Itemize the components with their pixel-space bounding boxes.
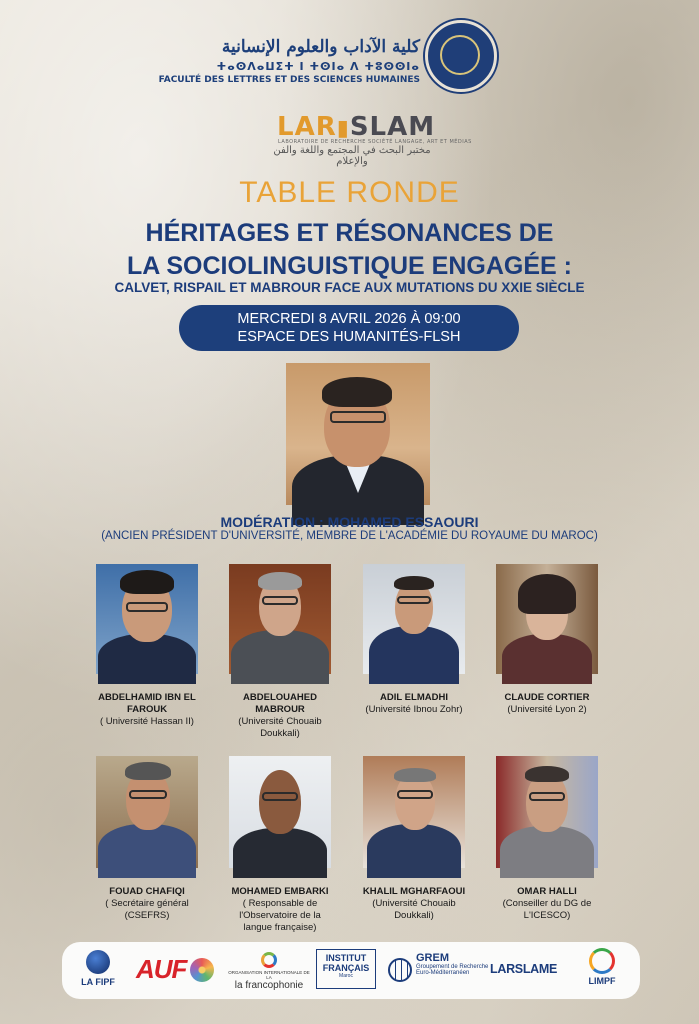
speaker-card — [482, 692, 612, 716]
university-seal-icon — [425, 20, 497, 92]
speaker-name: FOUAD CHAFIQI — [109, 886, 185, 897]
speaker-card — [82, 692, 212, 728]
faculty-name-arabic: كلية الآداب والعلوم الإنسانية — [221, 37, 420, 57]
speaker-photo — [229, 564, 331, 674]
speaker-affiliation: (Université Ibnou Zohr) — [365, 704, 463, 715]
speaker-name: OMAR HALLI — [517, 886, 577, 897]
speaker-name: KHALIL MGHARFAOUI — [362, 886, 466, 897]
event-type: TABLE RONDE — [239, 176, 460, 209]
moderator-name: MODÉRATION : MOHAMED ESSAOURI — [220, 514, 479, 530]
speaker-affiliation: (Université Lyon 2) — [507, 704, 587, 715]
speaker-photo — [496, 564, 598, 674]
event-subtitle: CALVET, RISPAIL ET MABROUR FACE AUX MUTATIONS DU XXIE SIÈCLE — [114, 280, 585, 295]
grem-logo: GREM Groupement de Recherche Euro-Méditerranéen — [416, 952, 489, 976]
limpf-circle-icon — [589, 948, 615, 974]
moderator-photo — [286, 363, 430, 505]
francophonie-logo: ORGANISATION INTERNATIONALE DE LA la francophonie — [228, 952, 310, 991]
globe-icon — [86, 950, 110, 974]
speaker-photo — [96, 564, 198, 674]
event-venue: ESPACE DES HUMANITÉS-FLSH — [237, 329, 461, 345]
speaker-affiliation: (Conseiller du DG de L'ICESCO) — [502, 898, 592, 921]
date-venue-banner — [179, 305, 519, 351]
institut-francais-logo: INSTITUT FRANÇAIS Maroc — [316, 949, 376, 989]
speaker-card — [225, 692, 335, 740]
speaker-name: ABDELHAMID IBN EL FAROUK — [98, 692, 196, 715]
speaker-photo — [363, 756, 465, 868]
auf-logo: AUF — [136, 954, 187, 984]
lab-subtitle: LABORATOIRE DE RECHERCHE SOCIÉTÉ LANGAGE, ART ET MÉDIAS — [278, 139, 472, 145]
fipf-logo: LA FIPF — [78, 950, 118, 987]
lab-name-arabic: مختبر البحث في المجتمع واللغة والفن والإعلام — [273, 145, 431, 167]
limpf-logo: LIMPF — [578, 948, 626, 986]
speaker-card — [220, 886, 340, 934]
event-title-line1: HÉRITAGES ET RÉSONANCES DE — [145, 219, 554, 247]
speaker-photo — [363, 564, 465, 674]
speaker-photo — [96, 756, 198, 868]
speaker-photo — [496, 756, 598, 868]
seal-emblem — [440, 35, 480, 75]
speaker-affiliation: ( Secrétaire général (CSEFRS) — [105, 898, 189, 921]
speaker-card — [482, 886, 612, 922]
speaker-name: ABDELOUAHED MABROUR — [243, 692, 317, 715]
speaker-card — [349, 692, 479, 716]
speaker-card — [82, 886, 212, 922]
faculty-name-french: FACULTÉ DES LETTRES ET DES SCIENCES HUMAINES — [158, 75, 420, 85]
faculty-name-tifinagh: ⵜⴰⵙⴷⴰⵡⵉⵜ ⵏ ⵜⵙⵏⴰ ⴷ ⵜⵓⵙⵙⵏⴰ — [216, 60, 420, 73]
event-date: MERCREDI 8 AVRIL 2026 À 09:00 — [237, 311, 461, 327]
speaker-name: MOHAMED EMBARKI — [231, 886, 329, 897]
larslam-logo: LAR▮SLAM — [277, 112, 436, 142]
moderator-role: (ANCIEN PRÉSIDENT D'UNIVERSITÉ, MEMBRE DE L'ACADÉMIE DU ROYAUME DU MAROC) — [101, 530, 598, 542]
speaker-affiliation: (Université Chouaib Doukkali) — [372, 898, 456, 921]
event-title-line2: LA SOCIOLINGUISTIQUE ENGAGÉE : — [127, 252, 572, 280]
speaker-name: ADIL ELMADHI — [380, 692, 448, 703]
speaker-affiliation: ( Responsable de l'Observatoire de la langue française) — [239, 898, 321, 933]
speaker-affiliation: ( Université Hassan II) — [100, 716, 194, 727]
speaker-card — [349, 886, 479, 922]
larslame-logo: LARSLAME — [490, 962, 558, 976]
book-icon: ▮ — [336, 116, 350, 141]
speaker-affiliation: (Université Chouaib Doukkali) — [238, 716, 322, 739]
speaker-name: CLAUDE CORTIER — [504, 692, 590, 703]
grem-globe-icon — [388, 958, 412, 982]
partners-bar — [62, 942, 640, 999]
francophonie-ring-icon — [261, 952, 277, 968]
speaker-photo — [229, 756, 331, 868]
auf-dots-icon — [190, 958, 214, 982]
